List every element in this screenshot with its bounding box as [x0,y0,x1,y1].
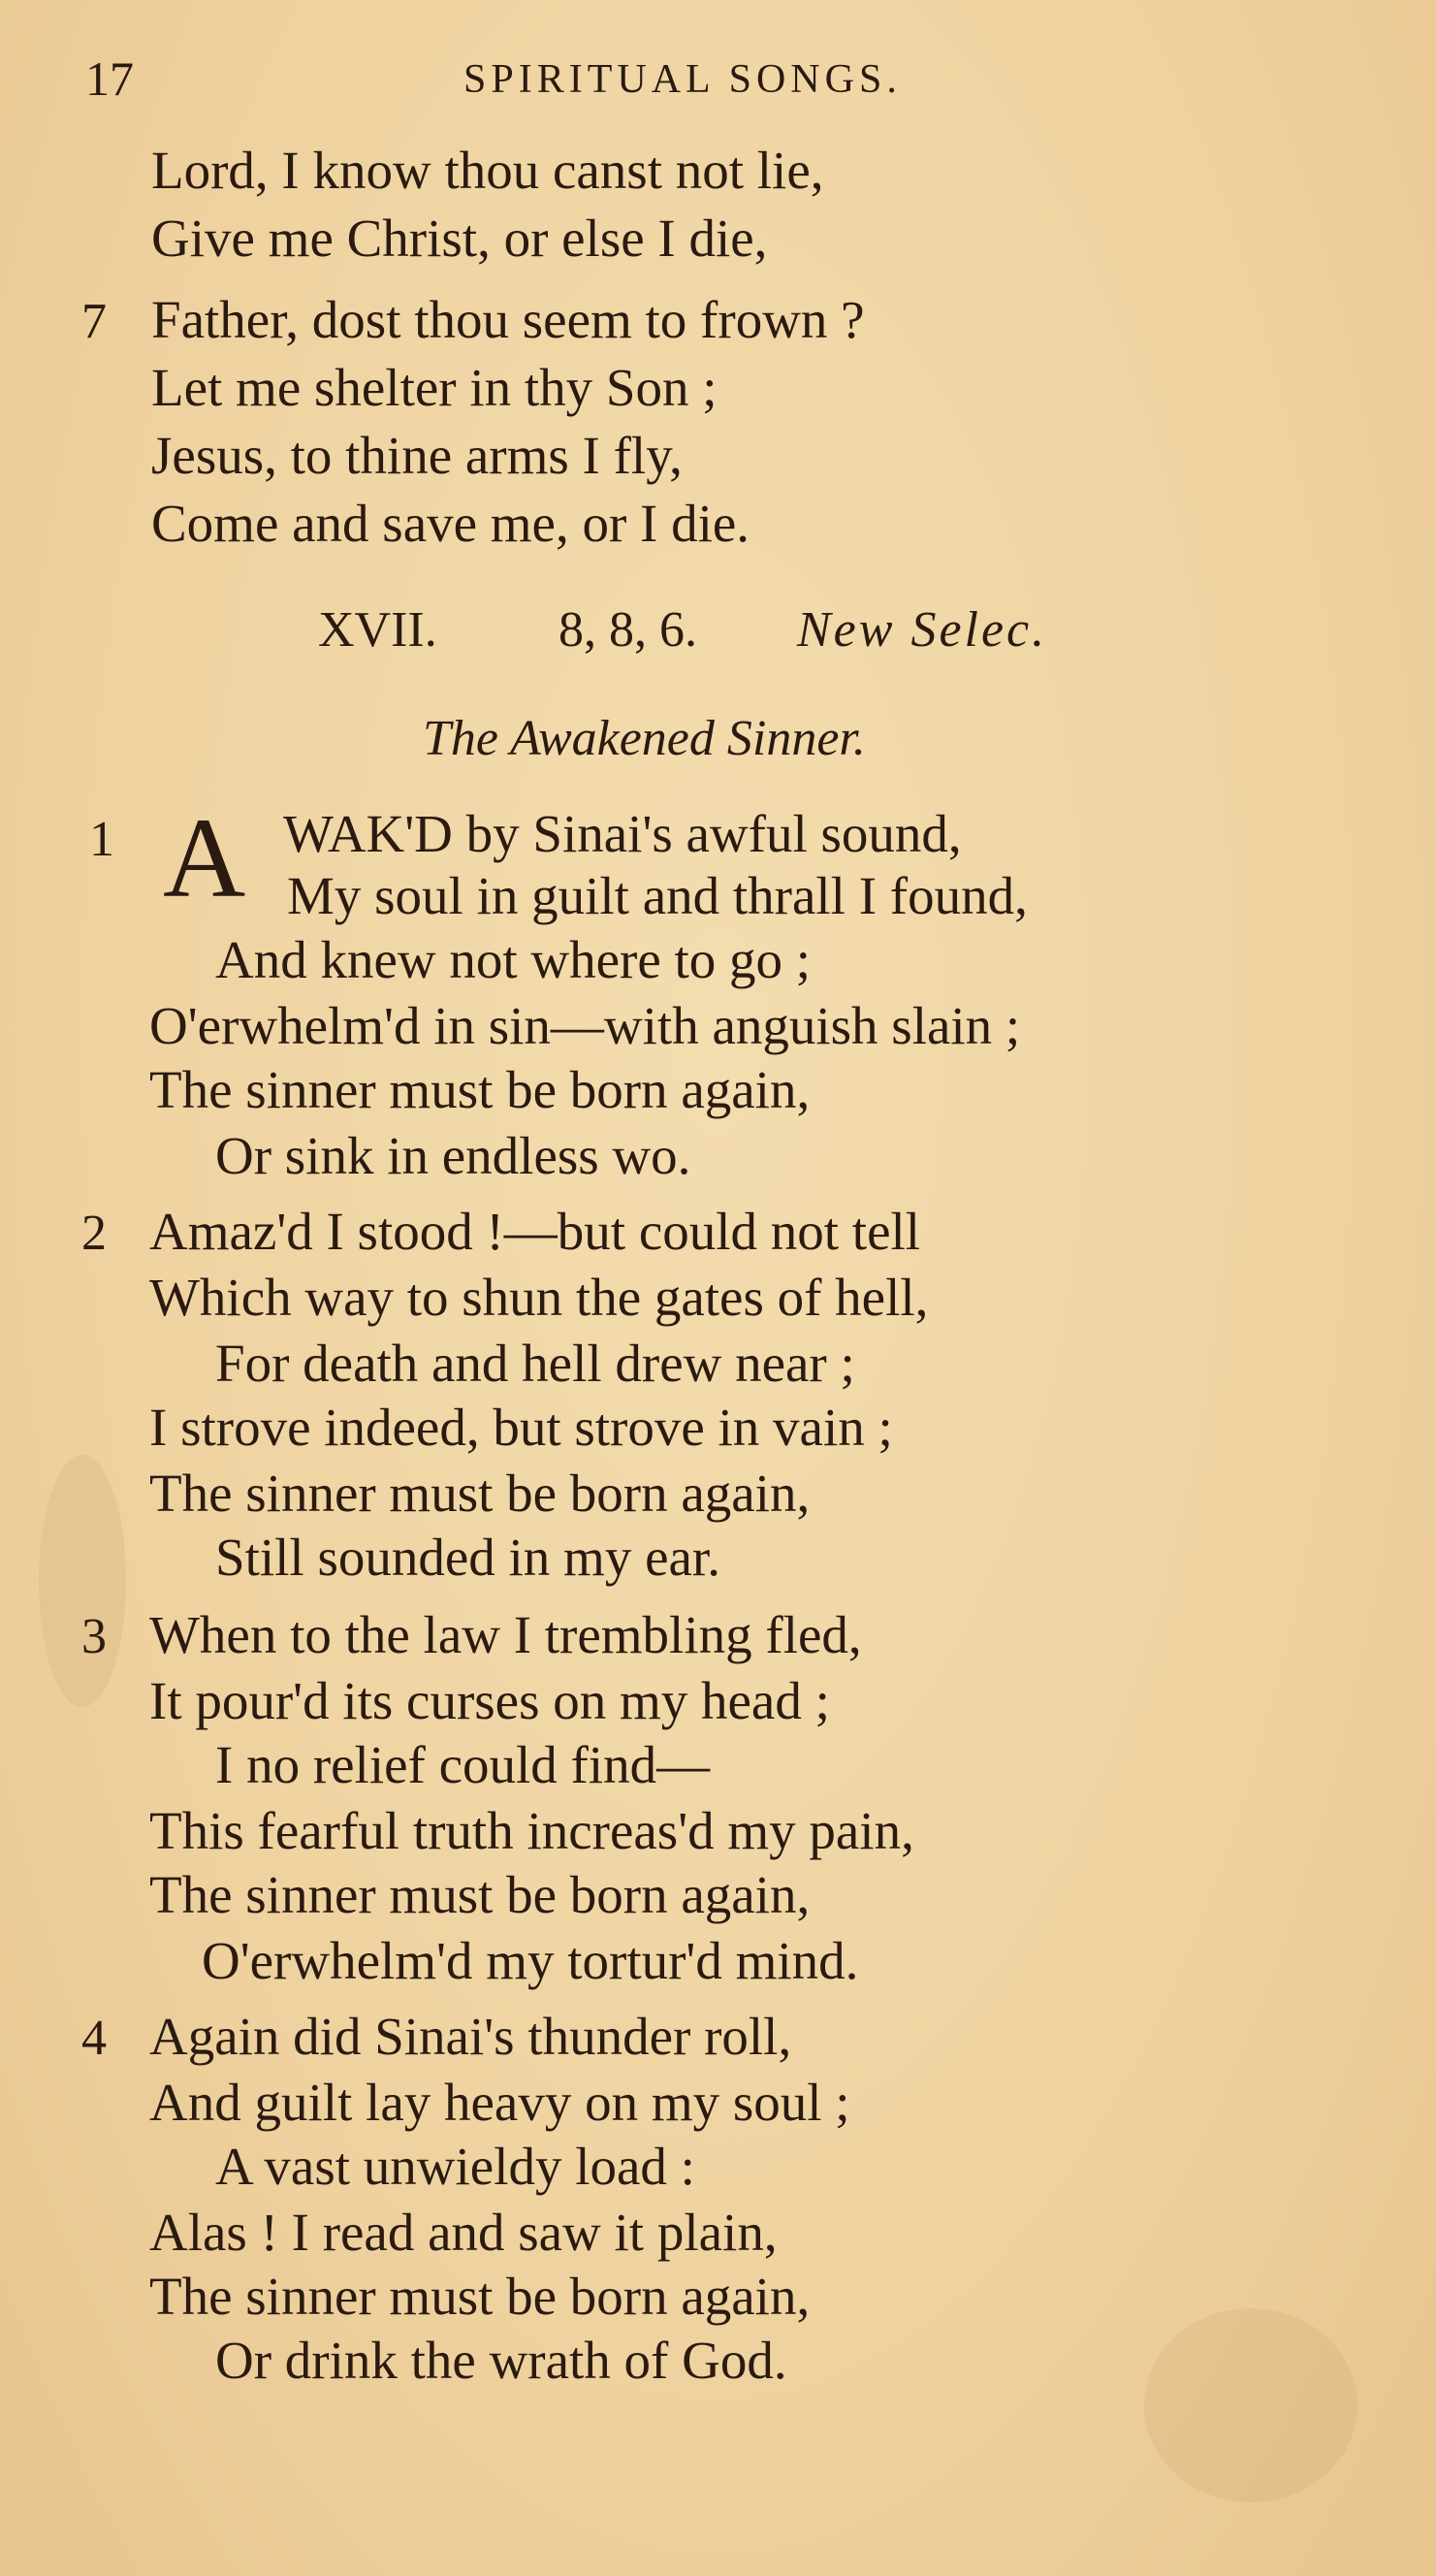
verse-line: It pour'd its curses on my head ; [149,1671,830,1730]
verse-line: Which way to shun the gates of hell, [149,1268,929,1327]
verse-line: O'erwhelm'd in sin—with anguish slain ; [149,996,1021,1055]
verse-line: Amaz'd I stood !—but could not tell [149,1202,921,1261]
verse-number: 3 [81,1609,107,1664]
verse-line: The sinner must be born again, [149,1865,811,1924]
verse-line: Alas ! I read and saw it plain, [149,2203,778,2262]
verse-line: O'erwhelm'd my tortur'd mind. [202,1931,859,1990]
verse-line: Still sounded in my ear. [215,1528,720,1587]
carryover-line: Give me Christ, or else I die, [151,209,768,268]
hymn-heading [0,601,1436,669]
verse-line: Come and save me, or I die. [151,494,750,553]
drop-cap: A [163,794,246,921]
verse-number: 2 [81,1206,107,1261]
verse-number: 7 [81,294,107,349]
page-number: 17 [85,51,134,106]
verse-line: This fearful truth increas'd my pain, [149,1801,914,1860]
hymn-tune: New Selec. [797,602,1048,658]
verse-line: A vast unwieldy load : [215,2137,695,2196]
verse-line: When to the law I trembling fled, [149,1605,862,1664]
verse-line: The sinner must be born again, [149,1060,811,1119]
verse-line: Jesus, to thine arms I fly, [151,426,683,485]
hymn-meter: 8, 8, 6. [558,602,697,658]
verse-number: 1 [89,812,114,867]
verse-line: Father, dost thou seem to frown ? [151,290,865,349]
verse-line: I no relief could find— [215,1735,711,1794]
carryover-line: Lord, I know thou canst not lie, [151,141,824,200]
verse-number: 4 [81,2011,107,2066]
verse-line: And guilt lay heavy on my soul ; [149,2073,850,2132]
hymn-title: The Awakened Sinner. [423,711,866,766]
hymn-number: XVII. [318,602,437,658]
verse-line: For death and hell drew near ; [215,1334,855,1393]
page-header [76,50,1045,118]
verse-line: I strove indeed, but strove in vain ; [149,1398,893,1457]
verse-line: And knew not where to go ; [215,930,812,989]
verse-line: The sinner must be born again, [149,2267,811,2326]
paper-stain [39,1455,126,1707]
running-head: SPIRITUAL SONGS. [463,57,902,102]
verse-line: Again did Sinai's thunder roll, [149,2007,792,2066]
verse-line: My soul in guilt and thrall I found, [287,866,1028,925]
verse-line: Or sink in endless wo. [215,1126,691,1185]
verse-line: Let me shelter in thy Son ; [151,358,718,417]
verse-line: The sinner must be born again, [149,1464,811,1523]
verse-line: WAK'D by Sinai's awful sound, [283,804,962,863]
paper-stain [1144,2308,1357,2502]
verse-line: Or drink the wrath of God. [215,2331,787,2390]
